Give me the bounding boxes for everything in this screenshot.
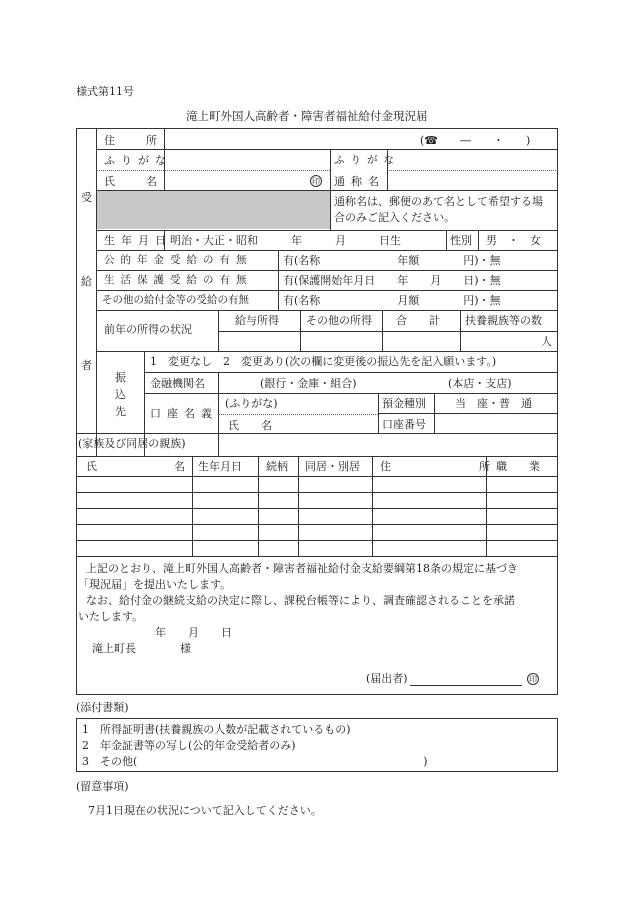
attachment-item-2: 2 年金証書等の写し(公的年金受給者のみ) bbox=[82, 739, 296, 752]
address-label: 住 所 bbox=[104, 134, 167, 147]
welfare-label: 生活保護受給の有無 bbox=[104, 274, 253, 286]
other-benefit-label: その他の給付金等の受給の有無 bbox=[102, 294, 249, 306]
notes-caption: (留意事項) bbox=[76, 780, 129, 793]
income-header-dependents: 扶養親族等の数 bbox=[465, 314, 542, 327]
holder-name-label: 氏 名 bbox=[228, 419, 272, 432]
transfer-label-1: 振 bbox=[115, 371, 126, 384]
declaration-date[interactable]: 年 月 日 bbox=[155, 626, 232, 639]
deposit-type-label: 預金種別 bbox=[382, 397, 426, 410]
account-number-label: 口座番号 bbox=[382, 418, 426, 431]
income-header-salary: 給与所得 bbox=[235, 314, 279, 327]
furigana-label: ふりがな bbox=[104, 154, 172, 167]
family-header-address: 住 所 bbox=[380, 460, 490, 473]
family-caption: (家族及び同居の親族) bbox=[78, 437, 186, 450]
attachment-item-1: 1 所得証明書(扶養親族の人数が記載されているもの) bbox=[82, 723, 351, 736]
deposit-type-value[interactable]: 当 座・普 通 bbox=[455, 397, 532, 410]
alias-furigana-label: ふりがな bbox=[334, 154, 400, 166]
branch-value[interactable]: (本店・支店) bbox=[448, 377, 512, 390]
attachments-caption: (添付書類) bbox=[76, 701, 129, 714]
declaration-line-1: 上記のとおり、滝上町外国人高齢者・障害者福祉給付金支給要綱第18条の規定に基づき bbox=[86, 562, 518, 575]
side-label-1: 受 bbox=[81, 191, 92, 204]
income-header-total: 合 計 bbox=[396, 314, 440, 327]
family-header-residence: 同居・別居 bbox=[305, 460, 360, 473]
declaration-addressee: 滝上町長 様 bbox=[92, 642, 191, 655]
sex-value[interactable]: 男 ・ 女 bbox=[486, 234, 541, 247]
transfer-label-2: 込 bbox=[115, 388, 126, 401]
account-holder-label: 口座名義 bbox=[150, 407, 218, 420]
birth-label: 生年月日 bbox=[104, 234, 172, 247]
phone-field[interactable]: (☎ ― ・ ) bbox=[420, 134, 531, 147]
attachment-item-3[interactable]: 3 その他( ) bbox=[82, 755, 428, 768]
name-seal-icon: 印 bbox=[312, 177, 320, 186]
alias-note-2: 合のみご記入ください。 bbox=[334, 211, 455, 224]
form-number: 様式第11号 bbox=[76, 85, 134, 98]
transfer-change-options[interactable]: 1 変更なし 2 変更あり(次の欄に変更後の振込先を記入願います。) bbox=[150, 355, 497, 368]
holder-furigana-label: (ふりがな) bbox=[225, 397, 278, 410]
welfare-value[interactable]: 有(保護開始年月日 年 月 日)・無 bbox=[283, 274, 501, 287]
submitter-label: (届出者) bbox=[366, 672, 408, 685]
declaration-line-2: 「現況届」を提出いたします。 bbox=[78, 578, 232, 591]
family-row-line bbox=[76, 492, 558, 493]
gray-blank-area bbox=[97, 191, 330, 229]
income-label: 前年の所得の状況 bbox=[104, 323, 192, 336]
submitter-signature-line[interactable] bbox=[410, 685, 522, 686]
birth-value[interactable]: 明治・大正・昭和 年 月 日生 bbox=[170, 234, 401, 247]
dependents-unit: 人 bbox=[541, 335, 552, 348]
family-row-line bbox=[76, 540, 558, 541]
family-row-line bbox=[76, 524, 558, 525]
name-label: 氏 名 bbox=[104, 175, 167, 188]
family-header-relation: 続柄 bbox=[266, 460, 288, 473]
side-label-3: 者 bbox=[81, 359, 92, 372]
family-header-occupation: 職 業 bbox=[496, 460, 540, 473]
submitter-seal-icon: 印 bbox=[529, 675, 537, 684]
sex-label: 性別 bbox=[450, 234, 472, 247]
notes-text: 7月1日現在の状況について記入してください。 bbox=[88, 804, 322, 817]
side-label-2: 給 bbox=[81, 275, 92, 288]
pension-value[interactable]: 有(名称 年額 円)・無 bbox=[283, 254, 501, 267]
form-title: 滝上町外国人高齢者・障害者福祉給付金現況届 bbox=[186, 109, 428, 123]
other-benefit-value[interactable]: 有(名称 月額 円)・無 bbox=[283, 294, 501, 307]
bank-label: 金融機関名 bbox=[150, 377, 205, 390]
declaration-line-3: なお、給付金の継続支給の決定に際し、課税台帳等により、調査確認されることを承諾 bbox=[86, 594, 515, 607]
family-header-name: 氏 名 bbox=[86, 460, 185, 473]
alias-note-1: 通称名は、郵便のあて名として希望する場 bbox=[334, 195, 543, 208]
alias-label: 通称名 bbox=[334, 175, 385, 188]
family-header-birth: 生年月日 bbox=[198, 460, 242, 473]
declaration-line-4: いたします。 bbox=[78, 610, 144, 623]
pension-label: 公的年金受給の有無 bbox=[104, 254, 253, 266]
family-row-line bbox=[76, 508, 558, 509]
income-header-other: その他の所得 bbox=[306, 314, 372, 327]
bank-value[interactable]: (銀行・金庫・組合) bbox=[260, 377, 357, 390]
transfer-label-3: 先 bbox=[115, 405, 126, 418]
